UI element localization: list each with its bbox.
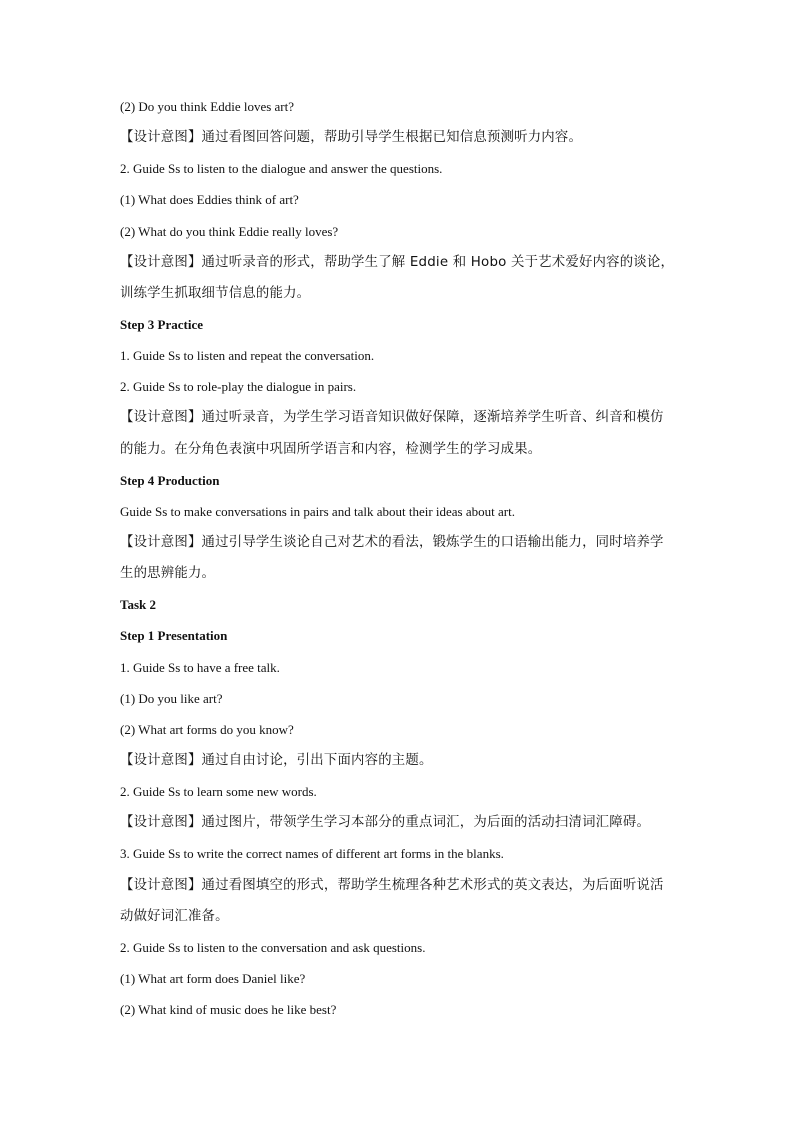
- document-body: [120, 96, 680, 1030]
- instruction-line: 2. Guide Ss to learn some new words.: [120, 784, 317, 800]
- instruction-line: 2. Guide Ss to listen to the conversation and ask questions.: [120, 939, 426, 955]
- design-intent-line: 【设计意图】通过图片，带领学生学习本部分的重点词汇，为后面的活动扫清词汇障碍。: [120, 815, 651, 831]
- design-intent-line: 【设计意图】通过引导学生谈论自己对艺术的看法，锻炼学生的口语输出能力，同时培养学: [120, 534, 664, 550]
- step-heading: Step 4 Production: [120, 472, 220, 488]
- instruction-line: 2. Guide Ss to role-play the dialogue in pairs.: [120, 379, 357, 395]
- instruction-line: Guide Ss to make conversations in pairs and talk about their ideas about art.: [120, 503, 515, 519]
- step-heading: Step 1 Presentation: [120, 628, 228, 644]
- question-line: (1) What art form does Daniel like?: [120, 970, 306, 986]
- instruction-line: 1. Guide Ss to have a free talk.: [120, 659, 280, 675]
- question-line: (1) Do you like art?: [120, 690, 223, 706]
- task-heading: Task 2: [120, 597, 157, 613]
- instruction-line: 3. Guide Ss to write the correct names of different art forms in the blanks.: [120, 846, 504, 862]
- question-line: (2) What kind of music does he like best?: [120, 1002, 337, 1018]
- instruction-line: 1. Guide Ss to listen and repeat the conversation.: [120, 348, 375, 364]
- design-intent-continuation: 生的思辨能力。: [120, 566, 216, 582]
- design-intent-line: 【设计意图】通过看图回答问题，帮助引导学生根据已知信息预测听力内容。: [120, 130, 583, 146]
- design-intent-line: 【设计意图】通过听录音，为学生学习语音知识做好保障，逐渐培养学生听音、纠音和模仿: [120, 410, 664, 426]
- design-intent-continuation: 训练学生抓取细节信息的能力。: [120, 285, 311, 301]
- design-intent-line: 【设计意图】通过听录音的形式，帮助学生了解 Eddie 和 Hobo 关于艺术爱好内容的谈论，: [120, 254, 675, 270]
- instruction-line: 2. Guide Ss to listen to the dialogue and answer the questions.: [120, 161, 443, 177]
- design-intent-line: 【设计意图】通过自由讨论，引出下面内容的主题。: [120, 752, 433, 768]
- question-line: (2) What art forms do you know?: [120, 721, 294, 737]
- step-heading: Step 3 Practice: [120, 316, 204, 332]
- question-line: (2) What do you think Eddie really loves?: [120, 223, 339, 239]
- design-intent-continuation: 动做好词汇准备。: [120, 908, 229, 924]
- design-intent-line: 【设计意图】通过看图填空的形式，帮助学生梳理各种艺术形式的英文表达，为后面听说活: [120, 877, 664, 893]
- question-line: (1) What does Eddies think of art?: [120, 192, 299, 208]
- design-intent-continuation: 的能力。在分角色表演中巩固所学语言和内容，检测学生的学习成果。: [120, 441, 542, 457]
- question-line: (2) Do you think Eddie loves art?: [120, 99, 295, 114]
